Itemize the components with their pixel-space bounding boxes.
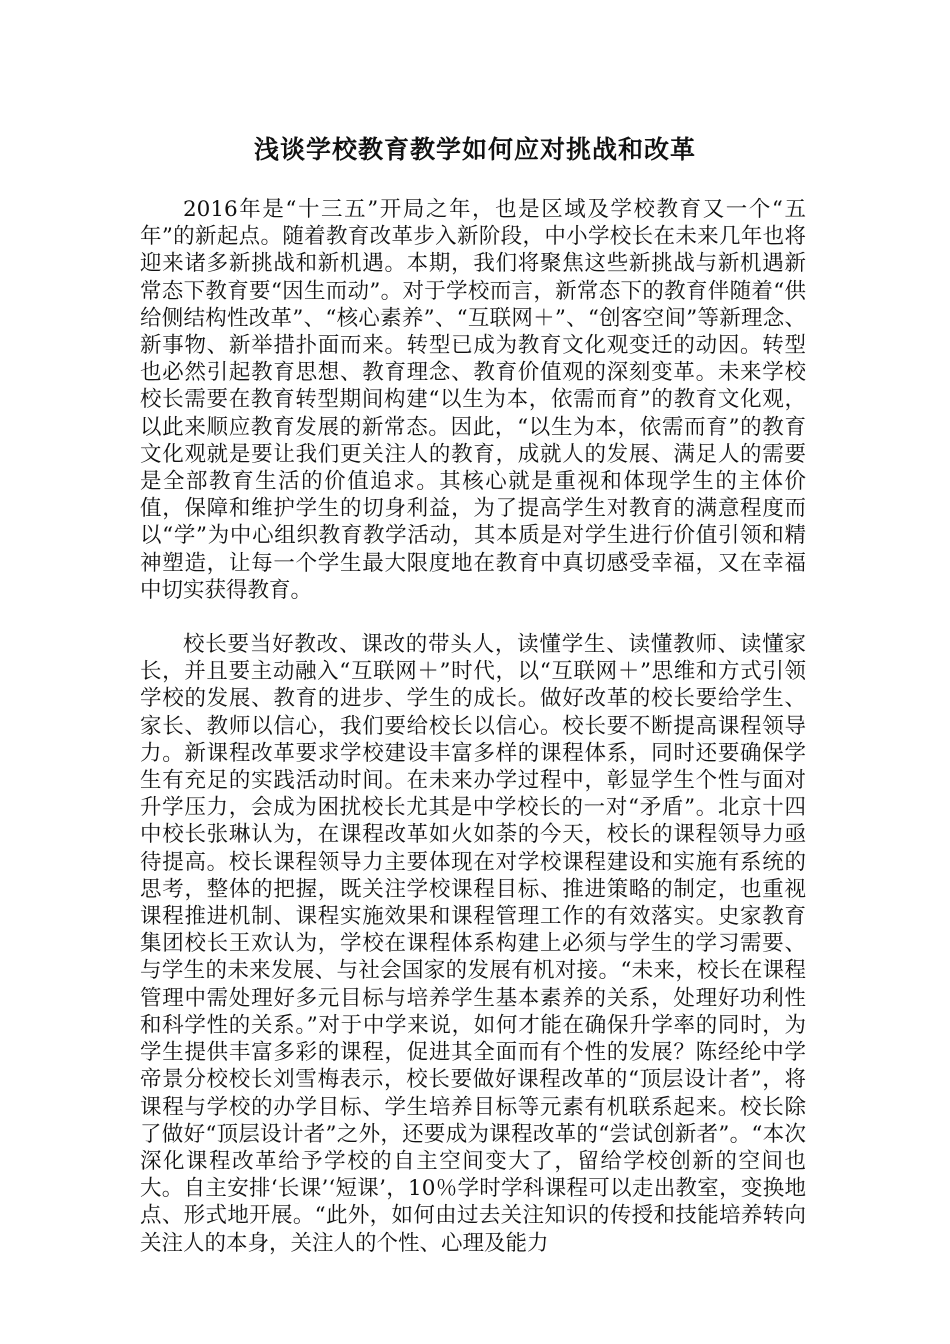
paragraph-2: 校长要当好教改、课改的带头人，读懂学生、读懂教师、读懂家长，并且要主动融入“互联网＋”时代，以“互联网＋”思维和方式引领学校的发展、教育的进步、学生的成长。做好改革的校长要给学生、家长、教师以信心，我们要给校长以信心。校长要不断提高课程领导力。新课程改革要求学校建设丰富多样的课程体系，同时还要确保学生有充足的实践活动时间。在未来办学过程中，彰显学生个性与面对升学压力，会成为困扰校长尤其是中学校长的一对“矛盾”。北京十四中校长张琳认为，在课程改革如火如荼的今天，校长的课程领导力亟待提高。校长课程领导力主要体现在对学校课程建设和实施有系统的思考，整体的把握，既关注学校课程目标、推进策略的制定，也重视课程推进机制、课程实施效果和课程管理工作的有效落实。史家教育集团校长王欢认为，学校在课程体系构建上必须与学生的学习需要、与学生的未来发展、与社会国家的发展有机对接。“未来，校长在课程管理中需处理好多元目标与培养学生基本素养的关系，处理好功利性和科学性的关系。”对于中学来说，如何才能在确保升学率的同时，为学生提供丰富多彩的课程，促进其全面而有个性的发展？陈经纶中学帝景分校校长刘雪梅表示，校长要做好课程改革的“顶层设计者”，将课程与学校的办学目标、学生培养目标等元素有机联系起来。校长除了做好“顶层设计者”之外，还要成为课程改革的“尝试创新者”。“本次深化课程改革给予学校的自主空间变大了，留给学校创新的空间也大。自主安排‘长课’‘短课’，10％学时学科课程可以走出教室，变换地点、形式地开展。“此外，如何由过去关注知识的传授和技能培养转向关注人的本身，关注人的个性、心理及能力 (140, 632, 806, 1256)
document-body (140, 196, 806, 1257)
paragraph-1: 2016年是“十三五”开局之年，也是区域及学校教育又一个“五年”的新起点。随着教育改革步入新阶段，中小学校长在未来几年也将迎来诸多新挑战和新机遇。本期，我们将聚焦这些新挑战与新机遇新常态下教育要“因生而动”。对于学校而言，新常态下的教育伴随着“供给侧结构性改革”、“核心素养”、“互联网＋”、“创客空间”等新理念、新事物、新举措扑面而来。转型已成为教育文化观变迁的动因。转型也必然引起教育思想、教育理念、教育价值观的深刻变革。未来学校校长需要在教育转型期间构建“以生为本，依需而育”的教育文化观，以此来顺应教育发展的新常态。因此，“以生为本，依需而育”的教育文化观就是要让我们更关注人的教育，成就人的发展、满足人的需要是全部教育生活的价值追求。其核心就是重视和体现学生的主体价值，保障和维护学生的切身利益，为了提高学生对教育的满意程度而以“学”为中心组织教育教学活动，其本质是对学生进行价值引领和精神塑造，让每一个学生最大限度地在教育中真切感受幸福，又在幸福中切实获得教育。 (140, 197, 806, 603)
document-title: 浅谈学校教育教学如何应对挑战和改革 (253, 135, 696, 164)
